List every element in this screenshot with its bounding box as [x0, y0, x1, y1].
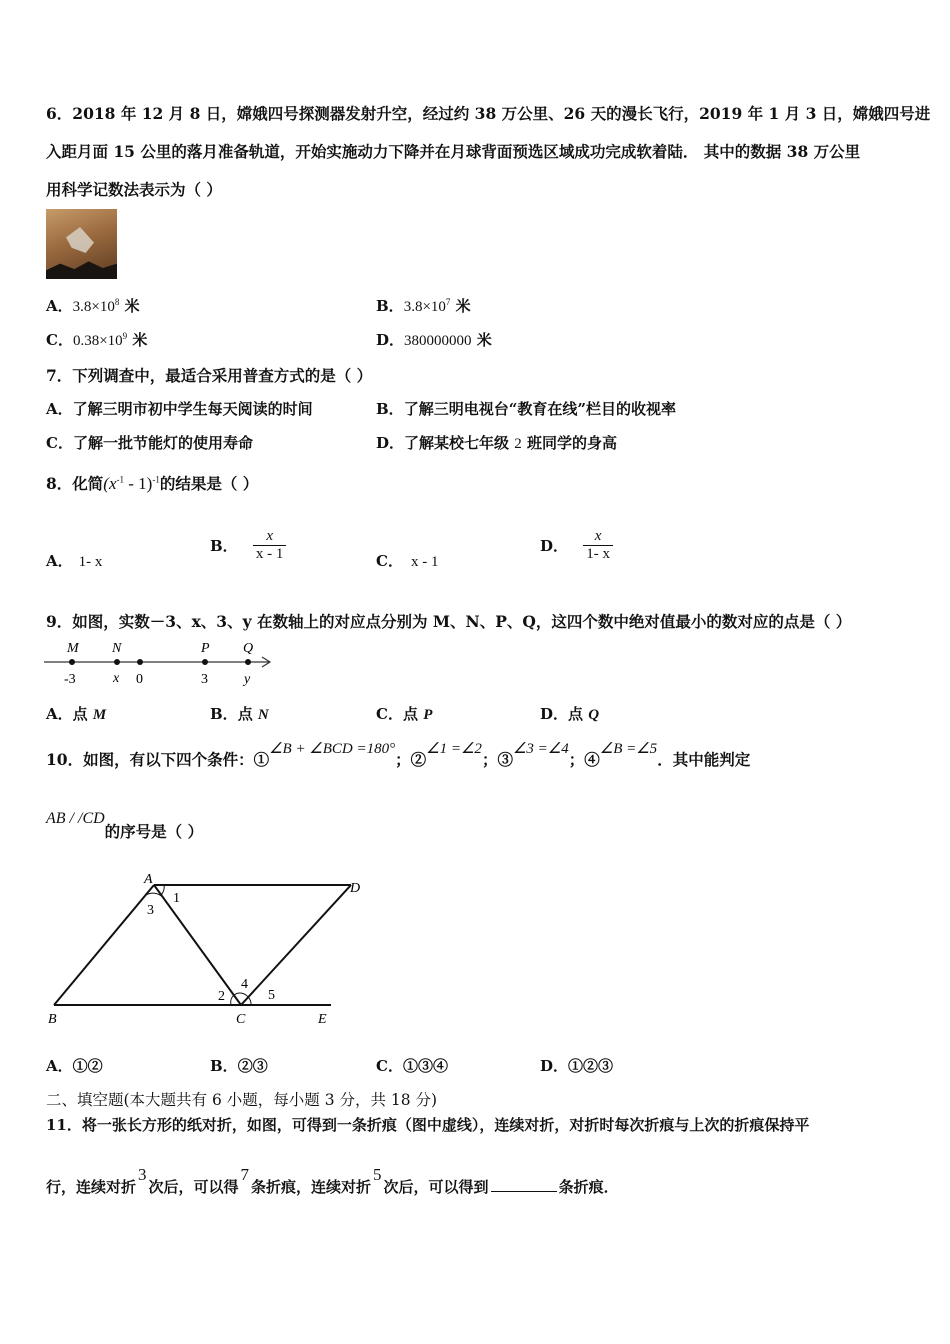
- q9-stem: 9．如图，实数－3、x、3、y 在数轴上的对应点分别为 M、N、P、Q，这四个数中绝对值最小的数对应的点是（ ）: [46, 612, 852, 631]
- point-zero: [137, 659, 143, 665]
- q6-stem-line1: 6．2018 年 12 月 8 日，嫦娥四号探测器发射升空，经过约 38 万公里、26 天的漫长飞行，2019 年 1 月 3 日，嫦娥四号进: [46, 104, 931, 123]
- vertex-e: E: [318, 1012, 327, 1027]
- q10-option-c[interactable]: C．①③④: [376, 1057, 448, 1075]
- q7-option-b[interactable]: B．了解三明电视台“教育在线”栏目的收视率: [376, 400, 676, 418]
- q10-stem: 10．如图，有以下四个条件：①∠B + ∠BCD =180°；②∠1 =∠2；③∠3 =∠4；④∠B =∠5．其中能判定: [46, 741, 751, 769]
- q6-stem-line3: 用科学记数法表示为（ ）: [46, 180, 222, 199]
- q7-option-c[interactable]: C．了解一批节能灯的使用寿命: [46, 434, 253, 452]
- section-2-title: 二、填空题(本大题共有 6 小题，每小题 3 分，共 18 分): [46, 1091, 438, 1109]
- value-p: 3: [201, 672, 208, 687]
- point-m: [69, 659, 75, 665]
- ab-parallel-cd: AB / /CD: [46, 810, 105, 827]
- value-zero: 0: [136, 672, 143, 687]
- q6-option-d[interactable]: D．380000000 米: [376, 331, 492, 349]
- q7-option-a[interactable]: A．了解三明市初中学生每天阅读的时间: [46, 400, 313, 418]
- condition-2: ∠1 =∠2: [426, 741, 482, 757]
- q8-option-c[interactable]: C． x - 1: [376, 552, 439, 570]
- angle-arc-2: [231, 995, 234, 1005]
- angle-label-3: 3: [147, 903, 154, 918]
- q11-stem-line2: 行，连续对折3次后，可以得7条折痕，连续对折5次后，可以得到 条折痕．: [46, 1165, 619, 1196]
- angle-label-4: 4: [241, 977, 248, 992]
- q6-option-b[interactable]: B．$3.8\times 10^7$ 米: [376, 297, 471, 315]
- point-p: [202, 659, 208, 665]
- q6-option-a[interactable]: A．$3.8\times 10^8$ 米: [46, 297, 140, 315]
- line-ab: [54, 885, 154, 1005]
- q10-option-d[interactable]: D．①②③: [540, 1057, 614, 1075]
- parallelogram-figure: [44, 868, 364, 1034]
- q10-option-a[interactable]: A．①②: [46, 1057, 103, 1075]
- vertex-d: D: [350, 881, 361, 896]
- answer-blank[interactable]: [491, 1191, 557, 1192]
- angle-arc-4: [234, 993, 248, 997]
- q7-option-d[interactable]: D．了解某校七年级 2 班同学的身高: [376, 434, 617, 452]
- q10-option-b[interactable]: B．②③: [210, 1057, 268, 1075]
- angle-arc-5: [248, 997, 251, 1005]
- label-q: Q: [243, 641, 254, 656]
- rocks-shadow: [46, 257, 117, 279]
- lunar-surface-photo: [46, 209, 117, 279]
- number-line-figure: [42, 636, 278, 690]
- q8-option-a[interactable]: A． 1- x: [46, 552, 103, 570]
- q10-stem-line2: AB / /CD的序号是（ ）: [46, 810, 204, 841]
- point-n: [114, 659, 120, 665]
- q9-option-a[interactable]: A．点 M: [46, 705, 107, 723]
- vertex-b: B: [48, 1012, 57, 1027]
- q8-expression: $(x^{-1} - 1)^{-1}$: [103, 474, 160, 493]
- line-dc: [241, 885, 351, 1005]
- q9-option-d[interactable]: D．点 Q: [540, 705, 600, 723]
- condition-4: ∠B =∠5: [599, 741, 658, 757]
- lander-shape: [66, 227, 94, 253]
- condition-1: ∠B + ∠BCD =180°: [269, 741, 396, 757]
- vertex-c: C: [236, 1012, 246, 1027]
- q7-stem: 7．下列调查中，最适合采用普查方式的是（ ）: [46, 366, 373, 385]
- q6-option-c[interactable]: C．$0.38\times 10^9$ 米: [46, 331, 148, 349]
- value-q: y: [244, 672, 251, 687]
- condition-3: ∠3 =∠4: [512, 741, 569, 757]
- q8-option-d[interactable]: D． $\frac{x}{1- x}$: [540, 528, 613, 563]
- label-p: P: [201, 641, 210, 656]
- angle-label-2: 2: [218, 989, 225, 1004]
- point-q: [245, 659, 251, 665]
- value-n: x: [113, 671, 120, 686]
- q9-option-b[interactable]: B．点 N: [210, 705, 269, 723]
- angle-label-5: 5: [268, 988, 275, 1003]
- line-ac: [154, 885, 241, 1005]
- q9-option-c[interactable]: C．点 P: [376, 705, 433, 723]
- vertex-a: A: [144, 872, 153, 887]
- q6-stem-line2: 入距月面 15 公里的落月准备轨道，开始实施动力下降并在月球背面预选区域成功完成软着陆． 其中的数据 38 万公里: [46, 142, 861, 161]
- q8-stem: 8．化简$(x^{-1} - 1)^{-1}$的结果是（ ）: [46, 474, 259, 493]
- q8-option-b[interactable]: B． $\frac{x}{x - 1}$: [210, 528, 286, 563]
- label-m: M: [67, 641, 79, 656]
- angle-label-1: 1: [173, 891, 180, 906]
- q11-stem-line1: 11．将一张长方形的纸对折，如图，可得到一条折痕（图中虚线），连续对折，对折时每次折痕与上次的折痕保持平: [46, 1116, 810, 1134]
- angle-arc-1: [161, 885, 164, 895]
- label-n: N: [112, 641, 122, 656]
- value-m: -3: [64, 672, 76, 687]
